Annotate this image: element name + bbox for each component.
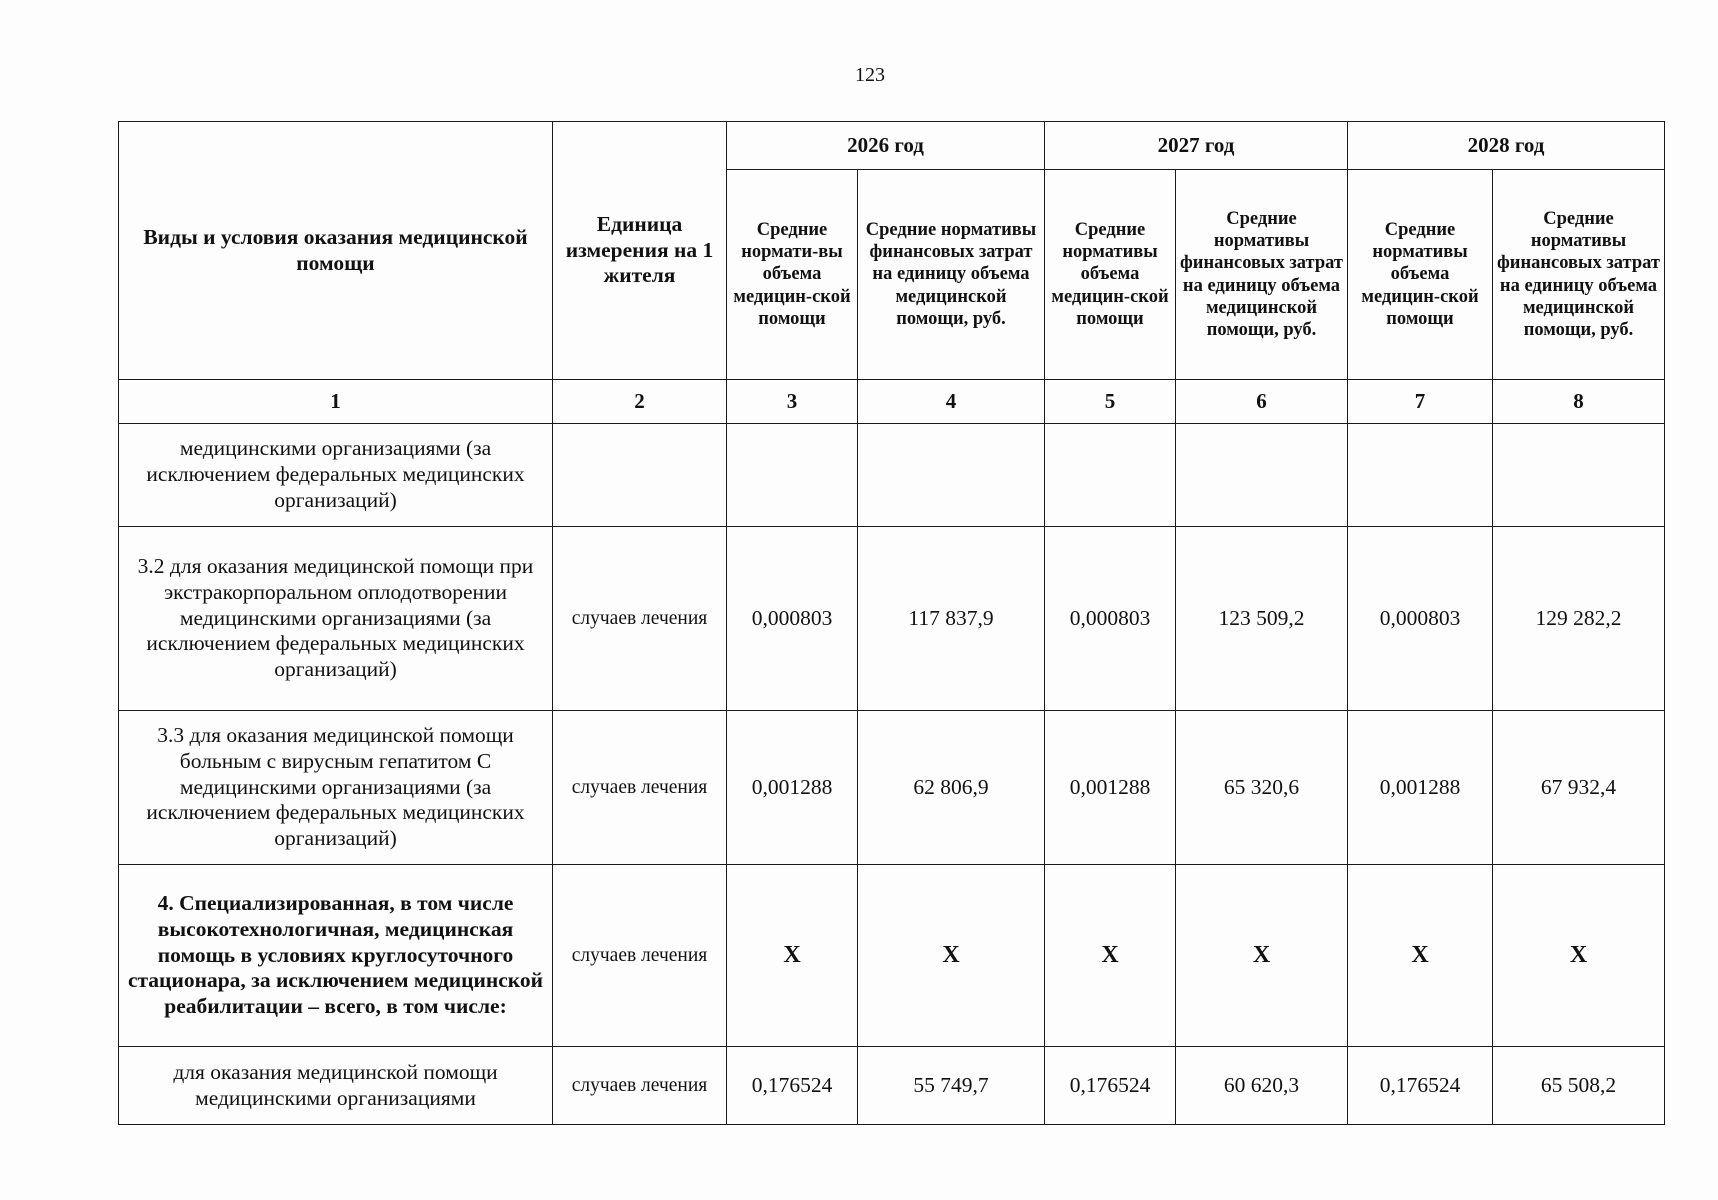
table-row (119, 527, 1665, 711)
header-cost-2027: Средние нормативы финансовых затрат на единицу объема медицинской помощи, руб. (1176, 170, 1348, 380)
header-unit: Единица измерения на 1 жителя (553, 122, 727, 380)
row-unit: случаев лечения (553, 711, 727, 865)
cell-volume-2028 (1348, 424, 1493, 527)
page-number: 123 (855, 64, 885, 86)
column-number: 4 (858, 380, 1045, 424)
table-row (119, 1047, 1665, 1125)
row-description: 3.3 для оказания медицинской помощи больным с вирусным гепатитом С медицинскими организациями (за исключением федеральных медицинских организаций) (119, 711, 553, 865)
row-unit: случаев лечения (553, 1047, 727, 1125)
cell-cost-2027: Х (1176, 865, 1348, 1047)
cell-volume-2026: Х (727, 865, 858, 1047)
column-number: 3 (727, 380, 858, 424)
cell-cost-2028: Х (1493, 865, 1665, 1047)
cell-cost-2027: 123 509,2 (1176, 527, 1348, 711)
row-unit: случаев лечения (553, 527, 727, 711)
header-volume-2028: Средние нормативы объема медицин-ской помощи (1348, 170, 1493, 380)
cell-cost-2027 (1176, 424, 1348, 527)
column-number: 7 (1348, 380, 1493, 424)
row-description: 3.2 для оказания медицинской помощи при экстракорпоральном оплодотворении медицинскими организациями (за исключением федеральных медицинских организаций) (119, 527, 553, 711)
row-unit: случаев лечения (553, 865, 727, 1047)
header-volume-2026: Средние нормати-вы объема медицин-ской помощи (727, 170, 858, 380)
header-year-2026: 2026 год (727, 122, 1045, 170)
row-unit (553, 424, 727, 527)
column-numbers-row (119, 380, 1665, 424)
cell-volume-2026: 0,000803 (727, 527, 858, 711)
header-cost-2026: Средние нормативы финансовых затрат на единицу объема медицинской помощи, руб. (858, 170, 1045, 380)
cell-volume-2028: 0,000803 (1348, 527, 1493, 711)
column-number: 1 (119, 380, 553, 424)
table-row (119, 424, 1665, 527)
cell-cost-2026: 117 837,9 (858, 527, 1045, 711)
cell-volume-2027: 0,000803 (1045, 527, 1176, 711)
cell-volume-2027: 0,001288 (1045, 711, 1176, 865)
header-volume-2027: Средние нормативы объема медицин-ской помощи (1045, 170, 1176, 380)
cell-cost-2028 (1493, 424, 1665, 527)
cell-volume-2027 (1045, 424, 1176, 527)
cell-cost-2028: 67 932,4 (1493, 711, 1665, 865)
norms-table (118, 121, 1665, 1125)
cell-cost-2026: 62 806,9 (858, 711, 1045, 865)
table-row (119, 711, 1665, 865)
header-care-type: Виды и условия оказания медицинской помощи (119, 122, 553, 380)
column-number: 5 (1045, 380, 1176, 424)
cell-cost-2028: 65 508,2 (1493, 1047, 1665, 1125)
cell-volume-2028: Х (1348, 865, 1493, 1047)
column-number: 6 (1176, 380, 1348, 424)
cell-cost-2026 (858, 424, 1045, 527)
cell-volume-2028: 0,001288 (1348, 711, 1493, 865)
column-number: 8 (1493, 380, 1665, 424)
row-description: для оказания медицинской помощи медицинскими организациями (119, 1047, 553, 1125)
table-row (119, 865, 1665, 1047)
cell-cost-2026: Х (858, 865, 1045, 1047)
cell-volume-2027: Х (1045, 865, 1176, 1047)
row-description: медицинскими организациями (за исключением федеральных медицинских организаций) (119, 424, 553, 527)
cell-volume-2026: 0,001288 (727, 711, 858, 865)
cell-volume-2027: 0,176524 (1045, 1047, 1176, 1125)
header-year-2027: 2027 год (1045, 122, 1348, 170)
cell-cost-2027: 60 620,3 (1176, 1047, 1348, 1125)
header-year-2028: 2028 год (1348, 122, 1665, 170)
cell-volume-2026 (727, 424, 858, 527)
cell-cost-2028: 129 282,2 (1493, 527, 1665, 711)
cell-volume-2026: 0,176524 (727, 1047, 858, 1125)
cell-volume-2028: 0,176524 (1348, 1047, 1493, 1125)
cell-cost-2027: 65 320,6 (1176, 711, 1348, 865)
header-cost-2028: Средние нормативы финансовых затрат на единицу объема медицинской помощи, руб. (1493, 170, 1665, 380)
column-number: 2 (553, 380, 727, 424)
cell-cost-2026: 55 749,7 (858, 1047, 1045, 1125)
row-description: 4. Специализированная, в том числе высокотехнологичная, медицинская помощь в условиях круглосуточного стационара, за исключением медицинской реабилитации – всего, в том числе: (119, 865, 553, 1047)
